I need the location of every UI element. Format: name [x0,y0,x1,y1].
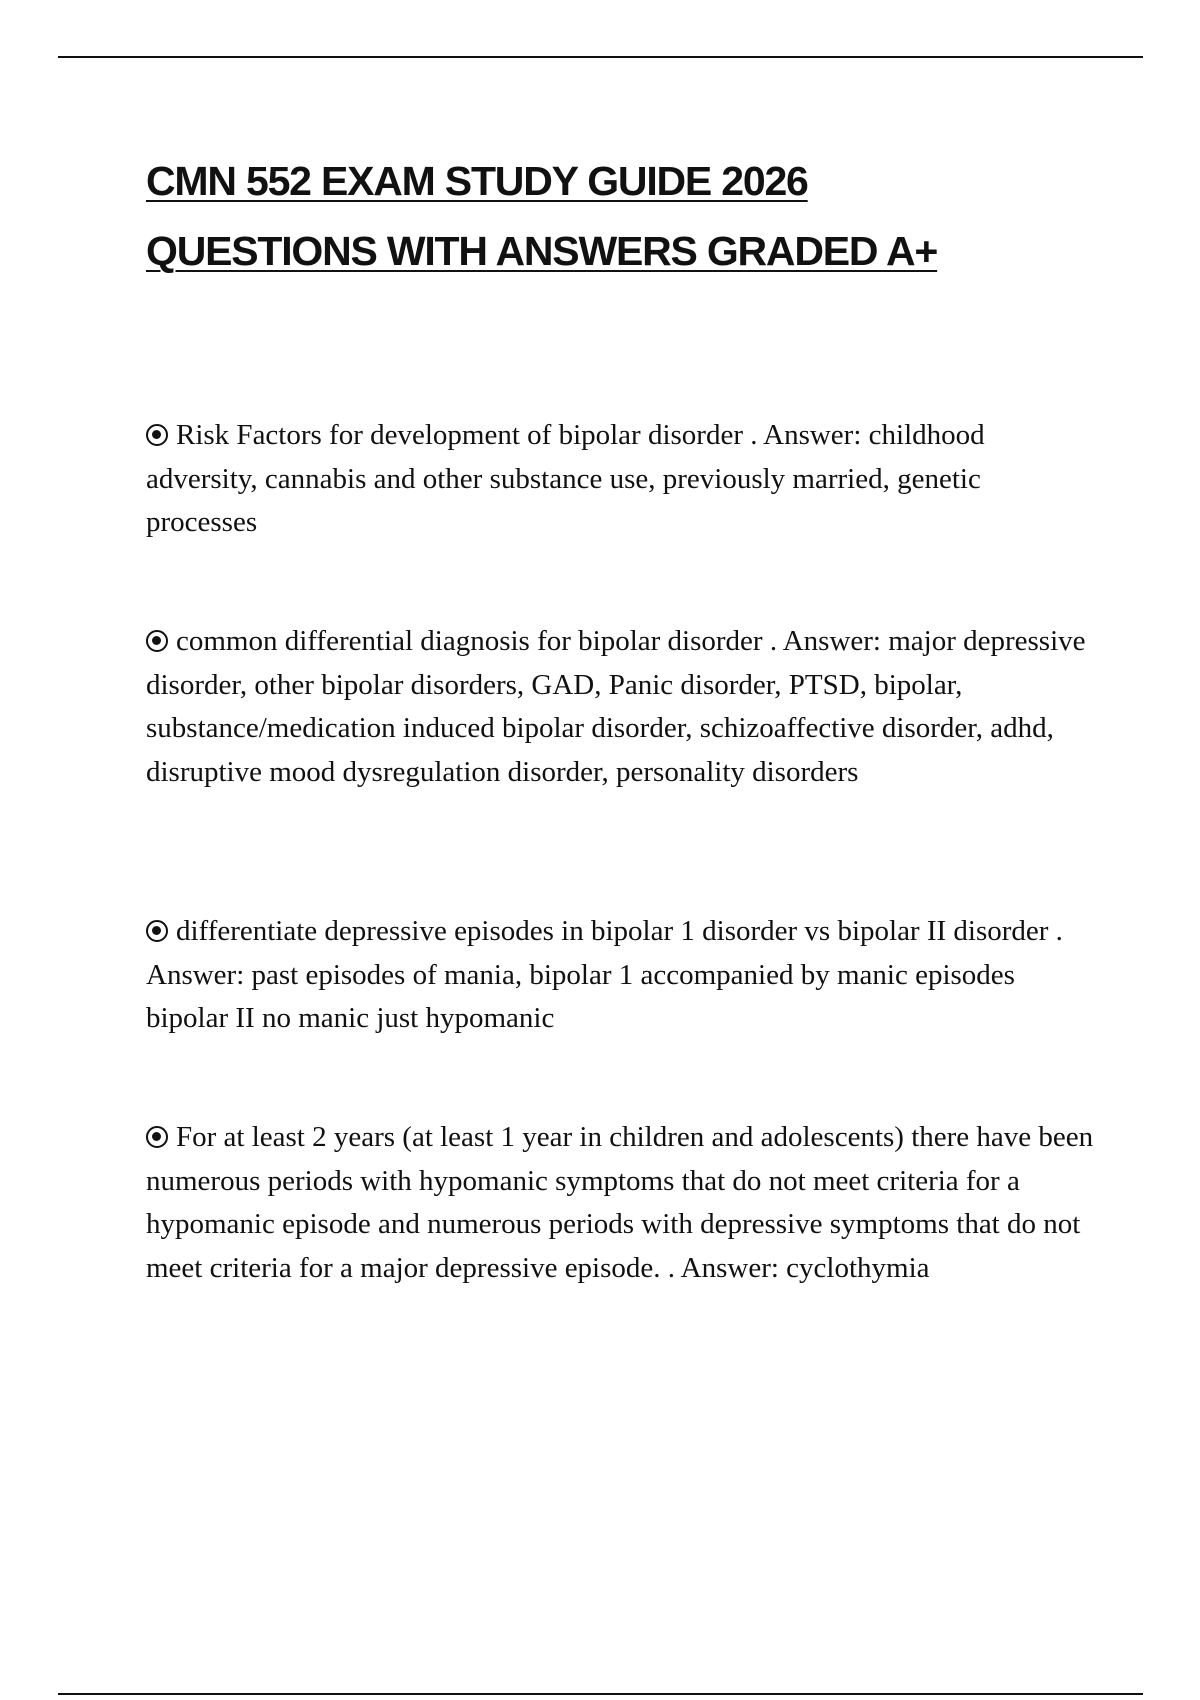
qa-item-text: common differential diagnosis for bipolar disorder . Answer: major depressive disorder, other bipolar disorders, GAD, Panic disorder, PTSD, bipolar, substance/medication induced bipolar disorder, schizoaffective disorder, adhd, disruptive mood dysregulation disorder, personality disorders [146,625,1086,788]
bottom-rule [58,1693,1143,1695]
title-line-2: QUESTIONS WITH ANSWERS GRADED A+ [146,228,938,274]
qa-item-2 [146,620,1096,794]
page-title [146,146,1126,286]
top-rule [58,56,1143,58]
radio-bullet-icon [146,920,168,942]
qa-item-1 [146,414,1096,545]
qa-item-text: differentiate depressive episodes in bipolar 1 disorder vs bipolar II disorder . Answer: past episodes of mania, bipolar 1 accompanied by manic episodes bipolar II no manic just hypomanic [146,915,1063,1034]
qa-item-4 [146,1116,1096,1290]
radio-bullet-icon [146,424,168,446]
radio-bullet-icon [146,1126,168,1148]
title-line-1: CMN 552 EXAM STUDY GUIDE 2026 [146,158,808,204]
qa-item-3 [146,910,1096,1041]
qa-item-text: For at least 2 years (at least 1 year in children and adolescents) there have been numerous periods with hypomanic symptoms that do not meet criteria for a hypomanic episode and numerous periods with depressive symptoms that do not meet criteria for a major depressive episode. . Answer: cyclothymia [146,1121,1094,1284]
radio-bullet-icon [146,630,168,652]
qa-item-text: Risk Factors for development of bipolar disorder . Answer: childhood adversity, cannabis and other substance use, previously married, genetic processes [146,419,985,538]
